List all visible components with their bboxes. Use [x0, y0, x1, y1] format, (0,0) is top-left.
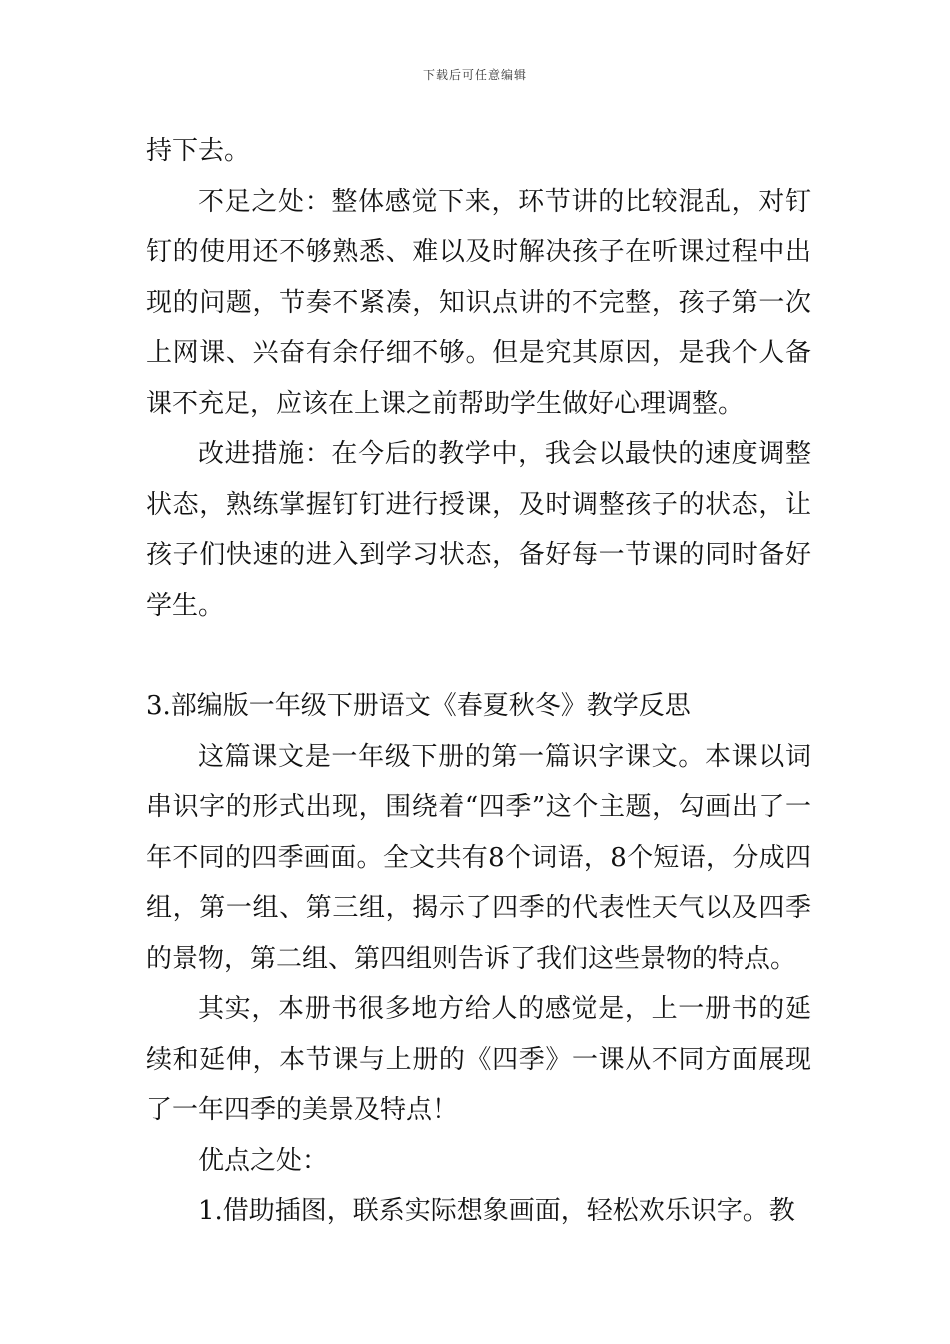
section-heading: 3.部编版一年级下册语文《春夏秋冬》教学反思 [146, 691, 691, 721]
paragraph-shortcomings: 不足之处：整体感觉下来，环节讲的比较混乱，对钉钉的使用还不够熟悉、难以及时解决孩子在听课过程中出现的问题，节奏不紧凑，知识点讲的不完整，孩子第一次上网课、兴奋有余仔细不够。但是究其原因，是我个人备课不充足，应该在上课之前帮助学生做好心理调整。 [146, 186, 811, 419]
paragraph-intro: 这篇课文是一年级下册的第一篇识字课文。本课以词串识字的形式出现，围绕着“四季”这个主题，勾画出了一年不同的四季画面。全文共有8个词语，8个短语，分成四组，第一组、第三组，揭示了四季的代表性天气以及四季的景物，第二组、第四组则告诉了我们这些景物的特点。 [146, 741, 811, 974]
paragraph-context: 其实，本册书很多地方给人的感觉是，上一册书的延续和延伸，本节课与上册的《四季》一课从不同方面展现了一年四季的美景及特点！ [146, 994, 811, 1125]
paragraph-strength-1: 1.借助插图，联系实际想象画面，轻松欢乐识字。教 [198, 1196, 795, 1226]
paragraph-strengths-label: 优点之处： [198, 1145, 329, 1176]
section-gap [146, 631, 811, 681]
page-header: 下载后可任意编辑 [422, 68, 527, 82]
paragraph-improvements: 改进措施：在今后的教学中，我会以最快的速度调整状态，熟练掌握钉钉进行授课，及时调整孩子的状态，让孩子们快速的进入到学习状态，备好每一节课的同时备好学生。 [146, 439, 811, 621]
paragraph-continuation: 持下去。 [146, 136, 251, 166]
document-body [146, 126, 811, 1237]
